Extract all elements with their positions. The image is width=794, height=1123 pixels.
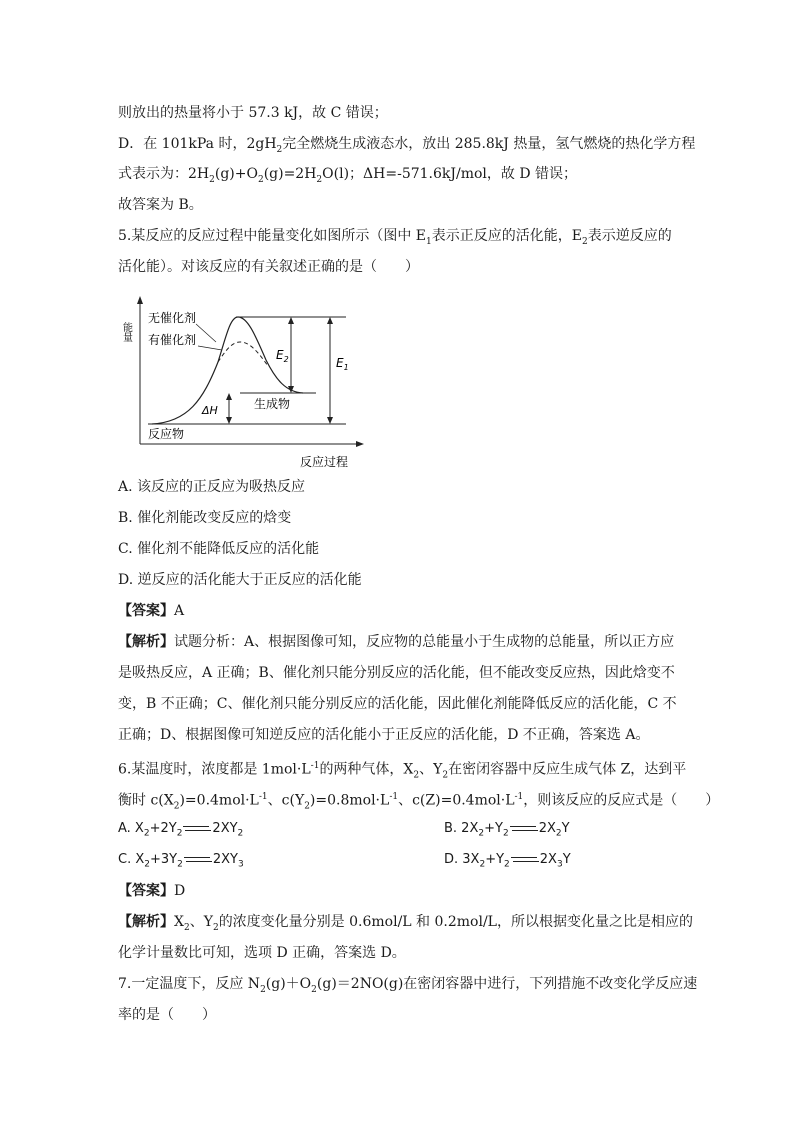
analysis: 是吸热反应，A 正确；B、催化剂只能分别反应的活化能，但不能改变反应热，因此焓变不 <box>118 665 675 681</box>
answer: 【答案】A <box>118 603 185 619</box>
analysis: 变，B 不正确；C、催化剂只能分别反应的活化能，因此催化剂能降低反应的活化能，C 不 <box>118 696 677 712</box>
question-6-stem: 6.某温度时，浓度都是 $1mol\cdot L^{-1}$的两种气体，$X_2$、$Y_2$在密闭容器中反应生成气体 Z，达到平 <box>118 761 687 781</box>
option-b: B. 催化剂能改变反应的焓变 <box>118 510 292 526</box>
analysis: 正确；D、根据图像可知逆反应的活化能小于正反应的活化能，D 不正确，答案选 A。 <box>118 727 650 743</box>
label-no-catalyst: 无催化剂 <box>148 311 197 325</box>
label-catalyst: 有催化剂 <box>148 333 197 347</box>
label-e1: $E_1$ <box>336 356 349 372</box>
option-a: A. $X_2+2Y_2$ $2XY_2$ <box>118 821 244 839</box>
option-a: A. 该反应的正反应为吸热反应 <box>118 479 306 495</box>
analysis: 化学计量数比可知，选项 D 正确，答案选 D。 <box>118 945 406 961</box>
option-c: C. 催化剂不能降低反应的活化能 <box>118 541 320 557</box>
option-b: B. $2X_2+Y_2$ $2X_2Y$ <box>444 821 570 839</box>
text-line: 故答案为 B。 <box>118 197 203 213</box>
question-7-stem: 率的是（ ） <box>118 1007 216 1023</box>
x-axis-label: 反应过程 <box>300 455 349 469</box>
question-7-stem: 7.一定温度下，反应 $N_2(g)+O_2(g)=2NO(g)$在密闭容器中进行，下列措施不改变化学反应速 <box>118 976 698 995</box>
analysis: 【解析】试题分析：A、根据图像可知，反应物的总能量小于生成物的总能量，所以正方应 <box>118 634 675 650</box>
energy-diagram <box>118 292 368 472</box>
text-line: D．在 101kPa 时，$2gH_2$完全燃烧生成液态水，放出 285.8kJ 热量，氢气燃烧的热化学方程 <box>118 136 696 155</box>
question-6-stem: 衡时 $c(X_2)=0.4mol\cdot L^{-1}$、$c(Y_2)=0.8mol\cdot L^{-1}$、$c(Z)=0.4mol\cdot L^{-1}$，则该反应的反应式是（ ） <box>118 792 720 812</box>
label-product: 生成物 <box>254 397 291 411</box>
text-line: 则放出的热量将小于 57.3 kJ，故 C 错误； <box>118 105 388 121</box>
label-reactant: 反应物 <box>148 427 185 441</box>
option-c: C. $X_2+3Y_2$ $2XY_3$ <box>118 852 244 870</box>
option-d: D. $3X_2+Y_2$ $2X_3Y$ <box>444 852 571 870</box>
catalyzed-curve <box>218 342 268 366</box>
label-delta-h: ΔH <box>202 404 218 417</box>
analysis: 【解析】$X_2$、$Y_2$的浓度变化量分别是 0.6mol/L 和 0.2mol/L，所以根据变化量之比是相应的 <box>118 914 693 933</box>
option-d: D. 逆反应的活化能大于正反应的活化能 <box>118 572 362 588</box>
question-5-stem: 活化能）。对该反应的有关叙述正确的是（ ） <box>118 259 419 275</box>
label-e2: $E_2$ <box>276 348 289 364</box>
question-5-stem: 5.某反应的反应过程中能量变化如图所示（图中 $E_1$表示正反应的活化能，$E_2$表示逆反应的 <box>118 228 672 247</box>
text-line: 式表示为：$2H_2(g)+O_2(g)=2H_2O(l)$；ΔH=-571.6kJ/mol，故 D 错误； <box>118 166 578 185</box>
answer: 【答案】D <box>118 883 186 899</box>
y-axis-label: 能量 <box>120 322 132 342</box>
